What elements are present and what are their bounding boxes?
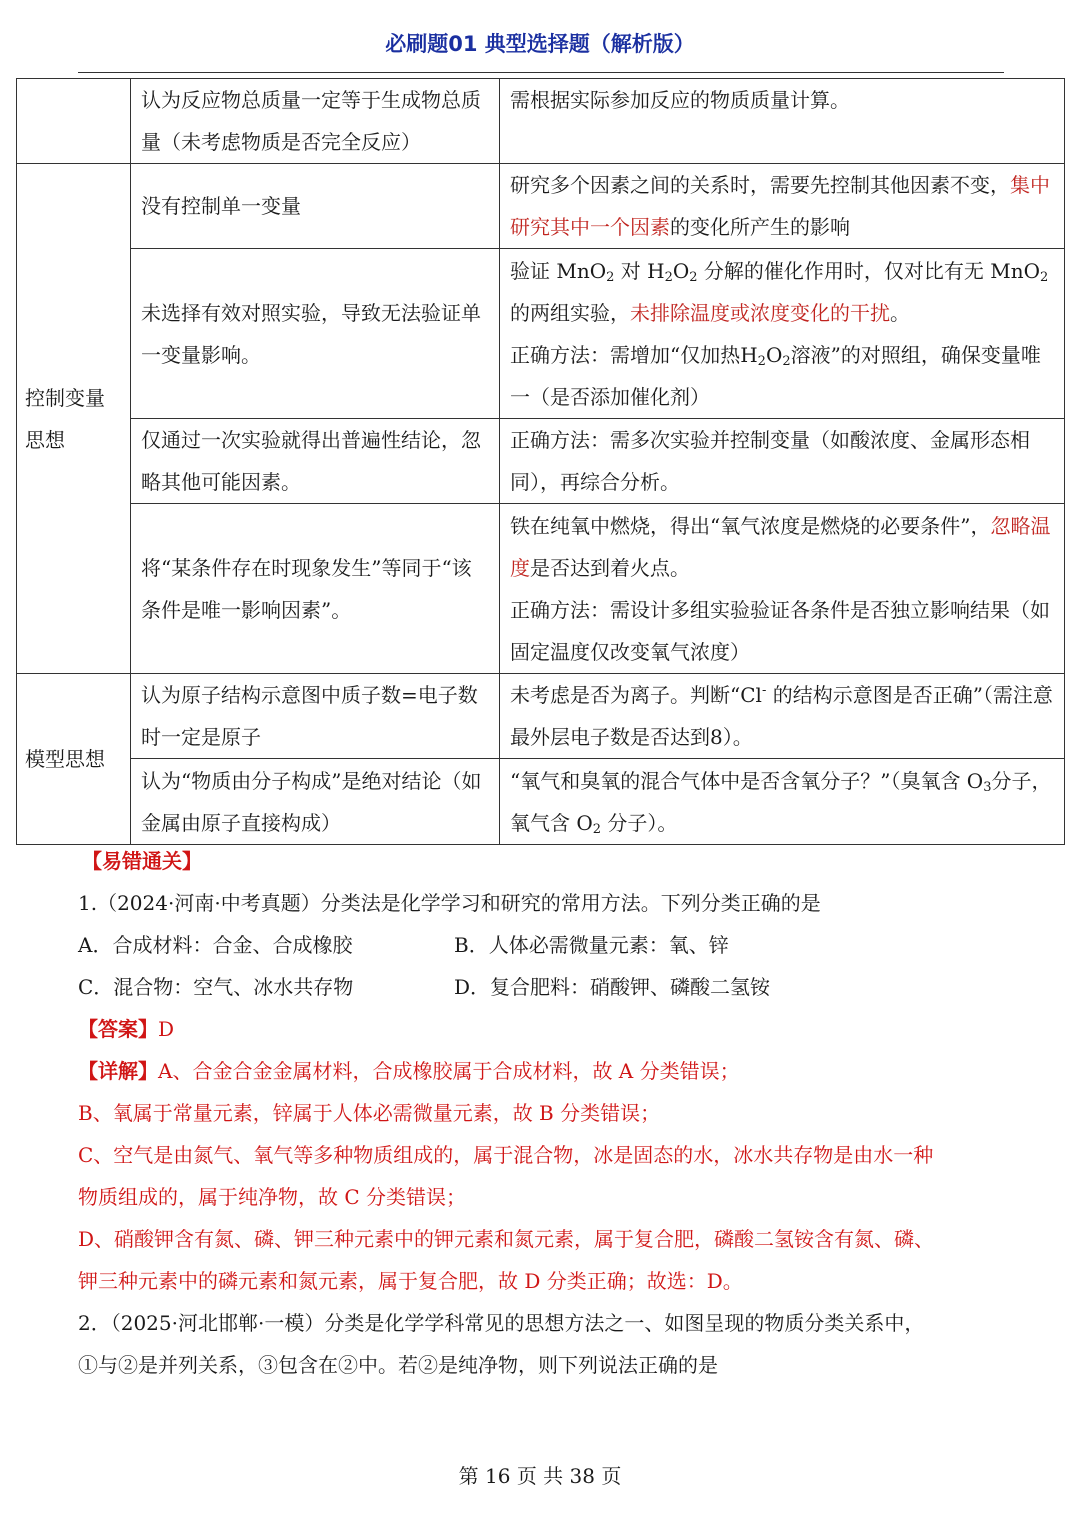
table-row: [17, 504, 1065, 674]
option-b: B．人体必需微量元素：氧、锌: [454, 933, 729, 957]
detail-line: C、空气是由氮气、氧气等多种物质组成的，属于混合物，冰是固态的水，冰水共存物是由水一种: [78, 1143, 934, 1167]
fix-cell: 研究多个因素之间的关系时，需要先控制其他因素不变，集中研究其中一个因素的变化所产生的影响: [500, 164, 1065, 249]
fix-cell: 铁在纯氧中燃烧，得出“氧气浓度是燃烧的必要条件”，忽略温度是否达到着火点。 正确方法：需设计多组实验验证各条件是否独立影响结果（如固定温度仅改变氧气浓度）: [500, 504, 1065, 674]
error-cell: 认为原子结构示意图中质子数=电子数时一定是原子: [131, 674, 500, 759]
table-row: [17, 759, 1065, 845]
category-cell: 控制变量思想: [17, 164, 131, 674]
table-row: [17, 164, 1065, 249]
page-number: 第 16 页 共 38 页: [458, 1464, 622, 1488]
question-1-stem: 1.（2024·河南·中考真题）分类法是化学学习和研究的常用方法。下列分类正确的是: [78, 891, 821, 915]
question-1-options-ab: [78, 924, 1018, 966]
category-cell-empty: [17, 79, 131, 164]
error-cell: 将“某条件存在时现象发生”等同于“该条件是唯一影响因素”。: [131, 504, 500, 674]
table-row: [17, 79, 1065, 164]
fix-cell: 验证 MnO$_2$ 对 $H_2O_2$ 分解的催化作用时，仅对比有无 MnO$_2$的两组实验，未排除温度或浓度变化的干扰。 正确方法：需增加“仅加热$H_2O_2$溶液”的对照组，确保变量唯一（是否添加催化剂）: [500, 249, 1065, 419]
fix-cell: 未考虑是否为离子。判断“Cl- 的结构示意图是否正确”（需注意最外层电子数是否达到8）。: [500, 674, 1065, 759]
fix-cell: 需根据实际参加反应的物质质量计算。: [500, 79, 1065, 164]
question-2-stem: 2．（2025·河北邯郸·一模）分类是化学学科常见的思想方法之一、如图呈现的物质分类关系中，: [78, 1311, 925, 1335]
error-cell: 认为“物质由分子构成”是绝对结论（如金属由原子直接构成）: [131, 759, 500, 845]
option-c: C．混合物：空气、冰水共存物: [78, 975, 354, 999]
fix-cell: 正确方法：需多次实验并控制变量（如酸浓度、金属形态相同），再综合分析。: [500, 419, 1065, 504]
error-cell: 未选择有效对照实验，导致无法验证单一变量影响。: [131, 249, 500, 419]
header-rule: [78, 72, 1004, 73]
answer-value: D: [158, 1017, 175, 1041]
option-a: A．合成材料：合金、合成橡胶: [78, 933, 353, 957]
error-cell: 仅通过一次实验就得出普遍性结论，忽略其他可能因素。: [131, 419, 500, 504]
highlight-text: 集中研究其中一个因素: [510, 173, 1050, 239]
table-row: [17, 674, 1065, 759]
error-table: [16, 78, 1065, 845]
error-cell: 没有控制单一变量: [131, 164, 500, 249]
error-cell: 认为反应物总质量一定等于生成物总质量（未考虑物质是否完全反应）: [131, 79, 500, 164]
detail-line: 【详解】A、合金合金金属材料，合成橡胶属于合成材料，故 A 分类错误；: [78, 1059, 740, 1083]
table-row: [17, 419, 1065, 504]
highlight-text: 未排除温度或浓度变化的干扰: [630, 300, 890, 325]
detail-line: D、硝酸钾含有氮、磷、钾三种元素中的钾元素和氮元素，属于复合肥，磷酸二氢铵含有氮、磷、: [78, 1227, 935, 1251]
detail-line: 钾三种元素中的磷元素和氮元素，属于复合肥，故 D 分类正确；故选：D。: [78, 1269, 743, 1293]
highlight-text: 忽略温度: [510, 513, 1051, 580]
category-cell: 模型思想: [17, 674, 131, 845]
fix-cell: “氧气和臭氧的混合气体中是否含氧分子？”（臭氧含 $O_3$分子，氧气含 $O_2$ 分子）。: [500, 759, 1065, 845]
option-d: D．复合肥料：硝酸钾、磷酸二氢铵: [454, 975, 771, 999]
detail-line: 物质组成的，属于纯净物，故 C 分类错误；: [78, 1185, 467, 1209]
answer-line: 【答案】D: [78, 1017, 175, 1041]
question-1-options-cd: [78, 966, 1018, 1008]
question-section: [78, 840, 1018, 1386]
question-2-stem: ①与②是并列关系，③包含在②中。若②是纯净物，则下列说法正确的是: [78, 1353, 718, 1377]
table-row: [17, 249, 1065, 419]
section-tag: 【易错通关】: [82, 849, 202, 873]
page-header-title: 必刷题01 典型选择题（解析版）: [385, 32, 695, 56]
detail-line: B、氧属于常量元素，锌属于人体必需微量元素，故 B 分类错误；: [78, 1101, 661, 1125]
